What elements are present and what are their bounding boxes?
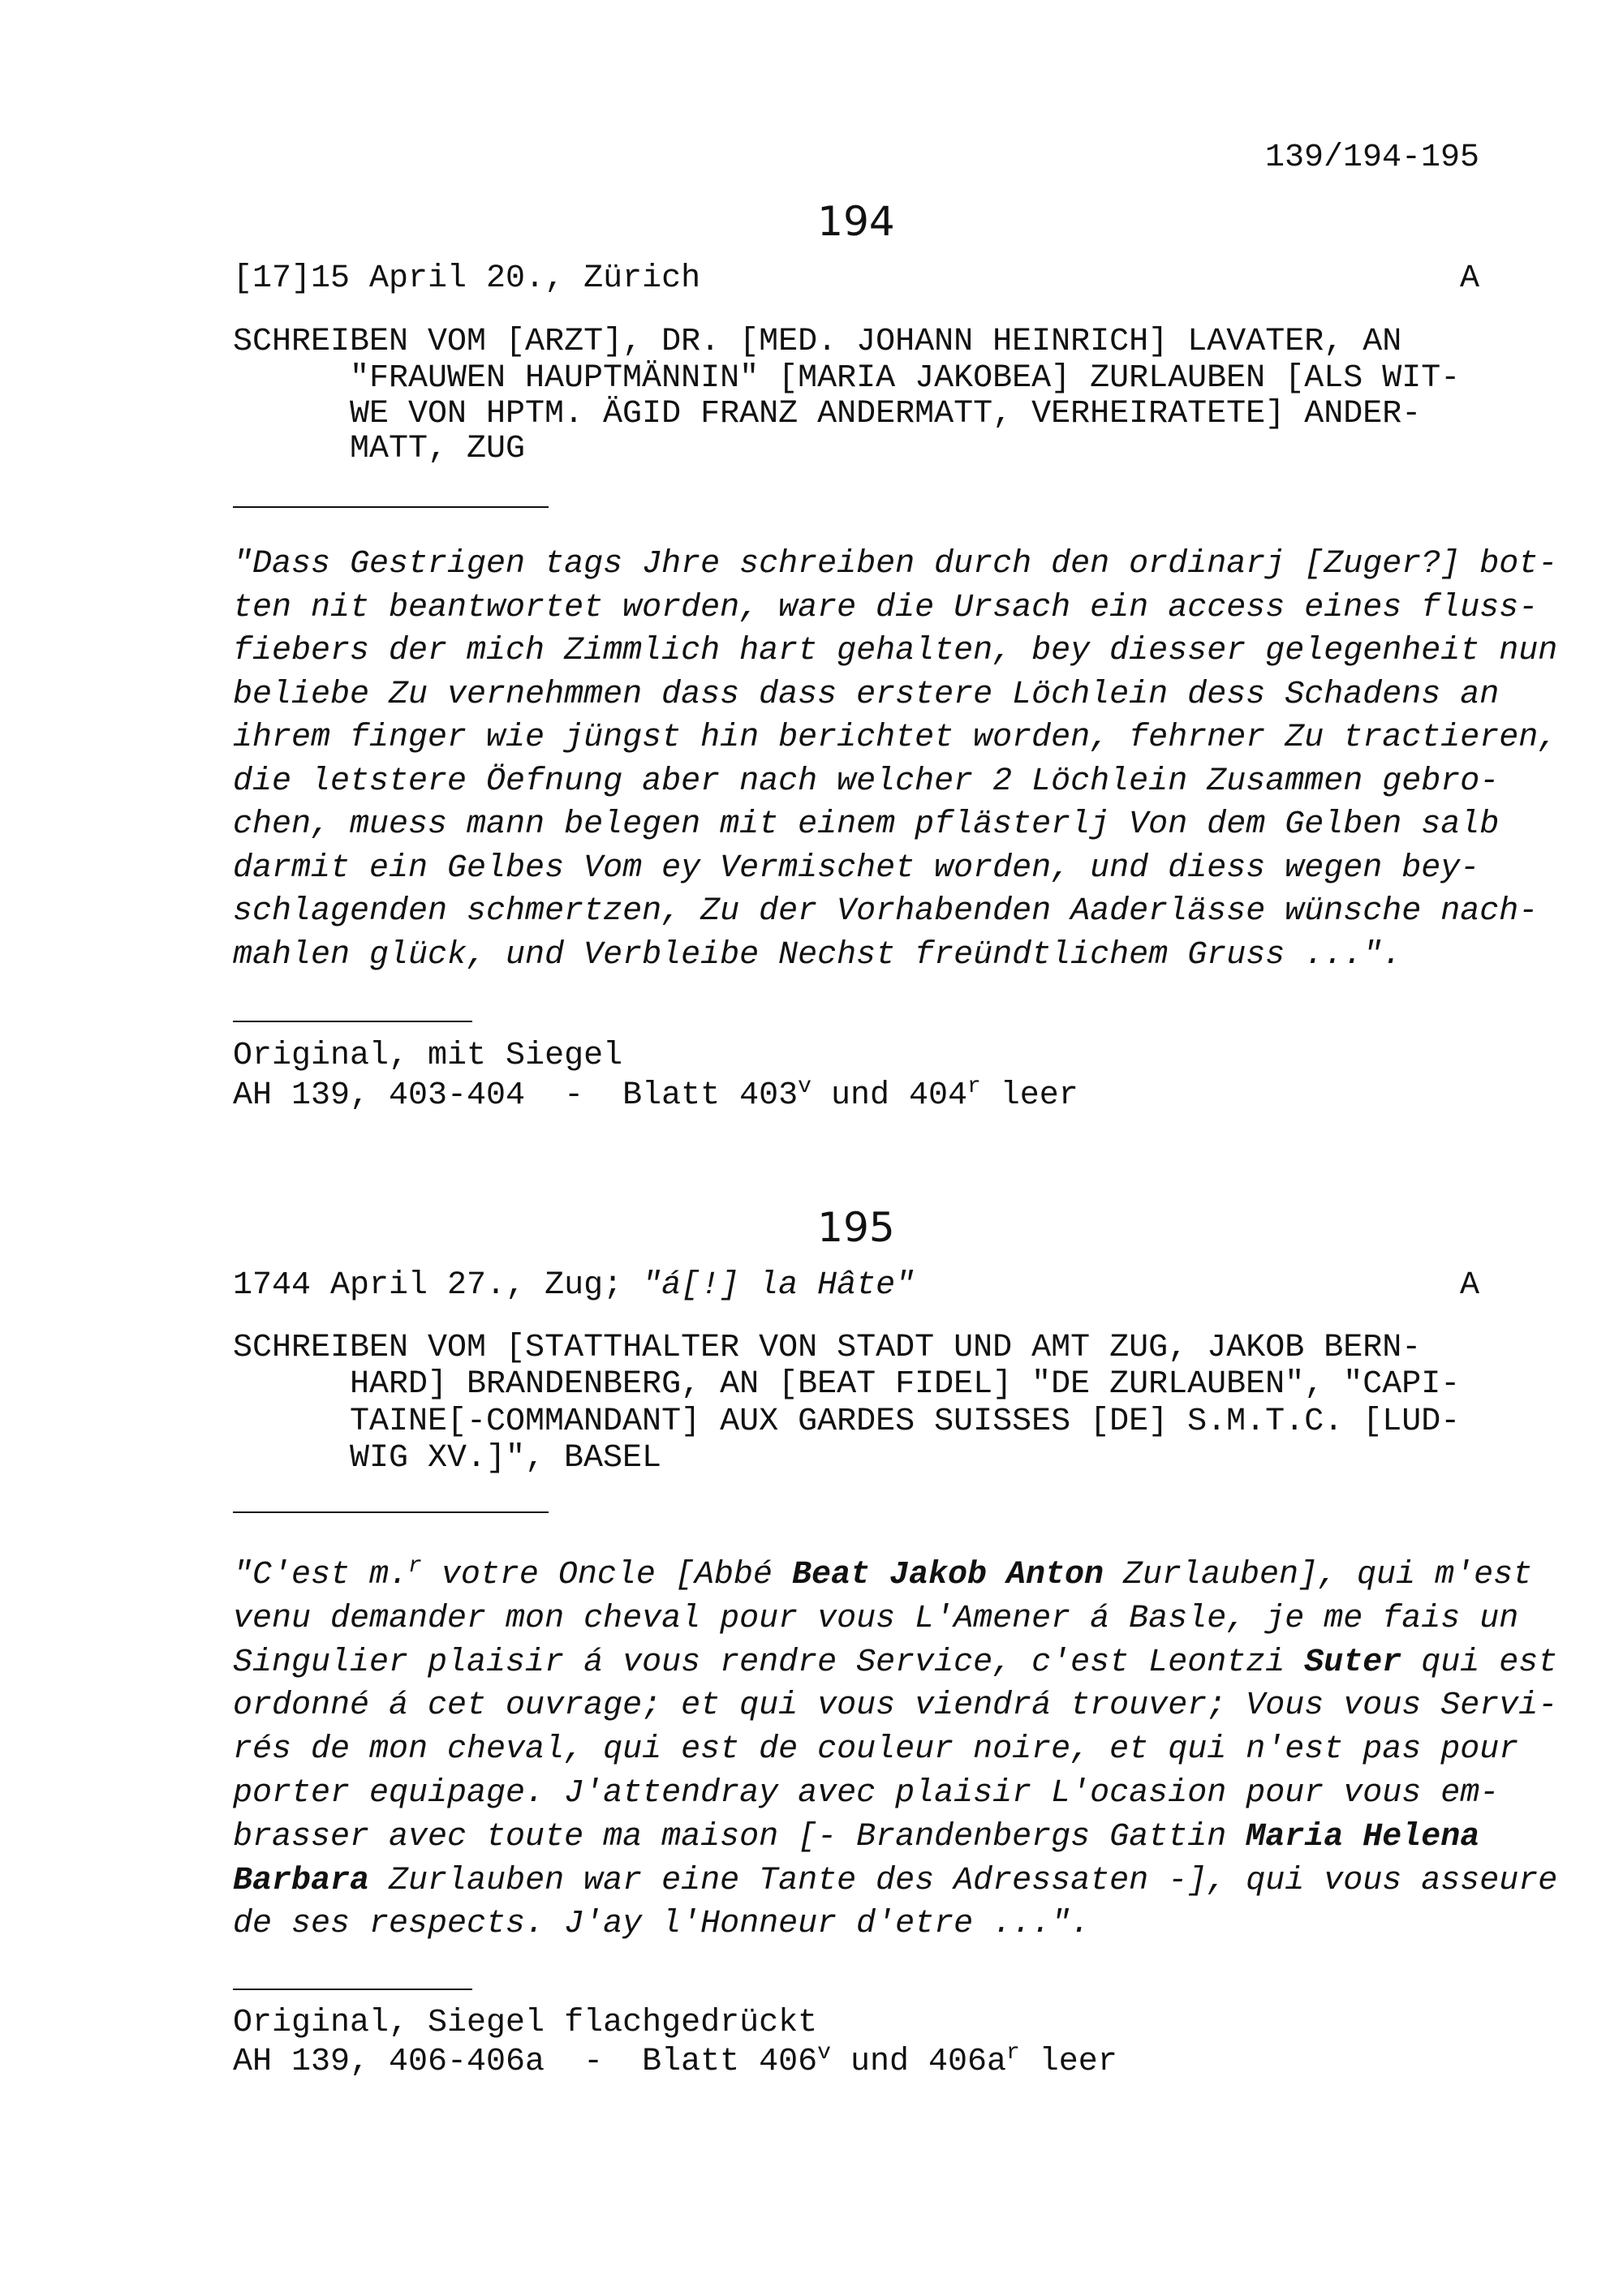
text-segment: Zurlauben war eine Tante des Adressaten -], qui vous asseure	[369, 1863, 1558, 1899]
text-segment: r	[966, 1074, 981, 1099]
quote-line	[233, 935, 1401, 976]
quote-line	[233, 762, 1499, 802]
text-segment: "C'est m.	[233, 1557, 409, 1593]
quote-line	[233, 631, 1557, 672]
quote-line	[233, 805, 1499, 845]
quote-line	[233, 1730, 1518, 1770]
quote-line	[233, 1643, 1557, 1683]
footnote-rule	[233, 1989, 472, 1990]
document-date-note: "á[!] la Hâte"	[642, 1267, 915, 1304]
footnote-rule	[233, 1021, 472, 1022]
text-segment: Singulier plaisir á vous rendre Service, c'est Leontzi	[233, 1645, 1305, 1681]
document-date-line	[233, 1266, 915, 1306]
text-segment: r	[1005, 2040, 1020, 2066]
document-date: 1744 April 27., Zug;	[233, 1267, 643, 1304]
text-segment: Maria Helena	[1246, 1819, 1480, 1855]
text-segment: venu demander mon cheval pour vous L'Amener á Basle, je me fais un	[233, 1601, 1519, 1637]
divider-rule	[233, 1511, 549, 1513]
heading-line: "FRAUWEN HAUPTMÄNNIN" [MARIA JAKOBEA] ZURLAUBEN [ALS WIT-	[350, 360, 1461, 397]
text-segment: Original, Siegel flachgedrückt	[233, 2005, 818, 2041]
document-number: 194	[817, 198, 895, 245]
source-note	[233, 2042, 1117, 2083]
text-segment: v	[817, 2040, 831, 2066]
text-segment: Beat Jakob Anton	[791, 1557, 1104, 1593]
heading-line: WE VON HPTM. ÄGID FRANZ ANDERMATT, VERHEIRATETE] ANDER-	[350, 396, 1422, 432]
heading-line: WIG XV.]", BASEL	[350, 1440, 662, 1477]
text-segment: ihrem finger wie jüngst hin berichtet worden, fehrner Zu tractieren,	[233, 720, 1558, 756]
source-note	[233, 1076, 1078, 1116]
quote-line	[233, 1774, 1499, 1814]
divider-rule	[233, 506, 549, 508]
heading-line: SCHREIBEN VOM [STATTHALTER VON STADT UND AMT ZUG, JAKOB BERN-	[233, 1330, 1422, 1366]
text-segment: de ses respects. J'ay l'Honneur d'etre ...".	[233, 1906, 1091, 1942]
text-segment: Zurlauben], qui m'est	[1104, 1557, 1533, 1593]
document-number: 195	[817, 1204, 895, 1251]
text-segment: Suter	[1304, 1645, 1402, 1681]
quote-line	[233, 1817, 1479, 1858]
text-segment: v	[798, 1074, 812, 1099]
text-segment: "Dass Gestrigen tags Jhre schreiben durch den ordinarj [Zuger?] bot-	[233, 546, 1558, 583]
text-segment: r	[408, 1554, 422, 1579]
quote-line	[233, 892, 1538, 932]
document-date-line	[233, 259, 700, 299]
heading-line: SCHREIBEN VOM [ARZT], DR. [MED. JOHANN HEINRICH] LAVATER, AN	[233, 324, 1402, 360]
text-segment: darmit ein Gelbes Vom ey Vermischet worden, und diess wegen bey-	[233, 850, 1480, 887]
text-segment: ten nit beantwortet worden, ware die Ursach ein access eines fluss-	[233, 590, 1539, 626]
text-segment: leer	[1019, 2044, 1117, 2080]
quote-line	[233, 718, 1557, 759]
text-segment: brasser avec toute ma maison [- Brandenbergs Gattin	[233, 1819, 1246, 1855]
heading-line: MATT, ZUG	[350, 431, 526, 467]
text-segment: AH 139, 406-406a - Blatt 406	[233, 2044, 818, 2080]
quote-line	[233, 849, 1479, 889]
document-type: A	[1459, 260, 1479, 297]
text-segment: porter equipage. J'attendray avec plaisir L'ocasion pour vous em-	[233, 1775, 1500, 1812]
quote-line	[233, 675, 1499, 716]
text-segment: Barbara	[233, 1863, 370, 1899]
quote-line	[233, 588, 1538, 629]
quote-line	[233, 1861, 1557, 1902]
document-date: [17]15 April 20., Zürich	[233, 260, 701, 297]
text-segment: chen, muess mann belegen mit einem pflästerlj Von dem Gelben salb	[233, 806, 1500, 843]
quote-line	[233, 1555, 1532, 1596]
quote-line	[233, 1686, 1557, 1726]
text-segment: beliebe Zu vernehmmen dass dass erstere Löchlein dess Schadens an	[233, 677, 1500, 713]
text-segment: schlagenden schmertzen, Zu der Vorhabenden Aaderlässe wünsche nach-	[233, 893, 1539, 930]
heading-line: HARD] BRANDENBERG, AN [BEAT FIDEL] "DE ZURLAUBEN", "CAPI-	[350, 1366, 1461, 1403]
text-segment: Original, mit Siegel	[233, 1038, 623, 1074]
text-segment: leer	[980, 1077, 1078, 1114]
text-segment: ordonné á cet ouvrage; et qui vous viendrá trouver; Vous vous Servi-	[233, 1688, 1558, 1724]
text-segment: die letstere Öefnung aber nach welcher 2 Löchlein Zusammen gebro-	[233, 763, 1500, 800]
quote-line	[233, 1599, 1518, 1640]
text-segment: qui est	[1401, 1645, 1558, 1681]
text-segment: fiebers der mich Zimmlich hart gehalten, bey diesser gelegenheit nun	[233, 633, 1558, 669]
text-segment: AH 139, 403-404 - Blatt 403	[233, 1077, 799, 1114]
quote-line	[233, 1904, 1090, 1945]
source-note	[233, 1036, 622, 1077]
text-segment: rés de mon cheval, qui est de couleur noire, et qui n'est pas pour	[233, 1731, 1519, 1768]
text-segment: mahlen glück, und Verbleibe Nechst freündtlichem Gruss ...".	[233, 937, 1402, 974]
heading-line: TAINE[-COMMANDANT] AUX GARDES SUISSES [DE] S.M.T.C. [LUD-	[350, 1404, 1461, 1440]
text-segment: und 406a	[830, 2044, 1006, 2080]
source-note	[233, 2003, 817, 2044]
text-segment: und 404	[811, 1077, 967, 1114]
quote-line	[233, 544, 1557, 585]
document-type: A	[1459, 1267, 1479, 1304]
text-segment: votre Oncle [Abbé	[421, 1557, 792, 1593]
page-reference: 139/194-195	[1264, 140, 1479, 176]
